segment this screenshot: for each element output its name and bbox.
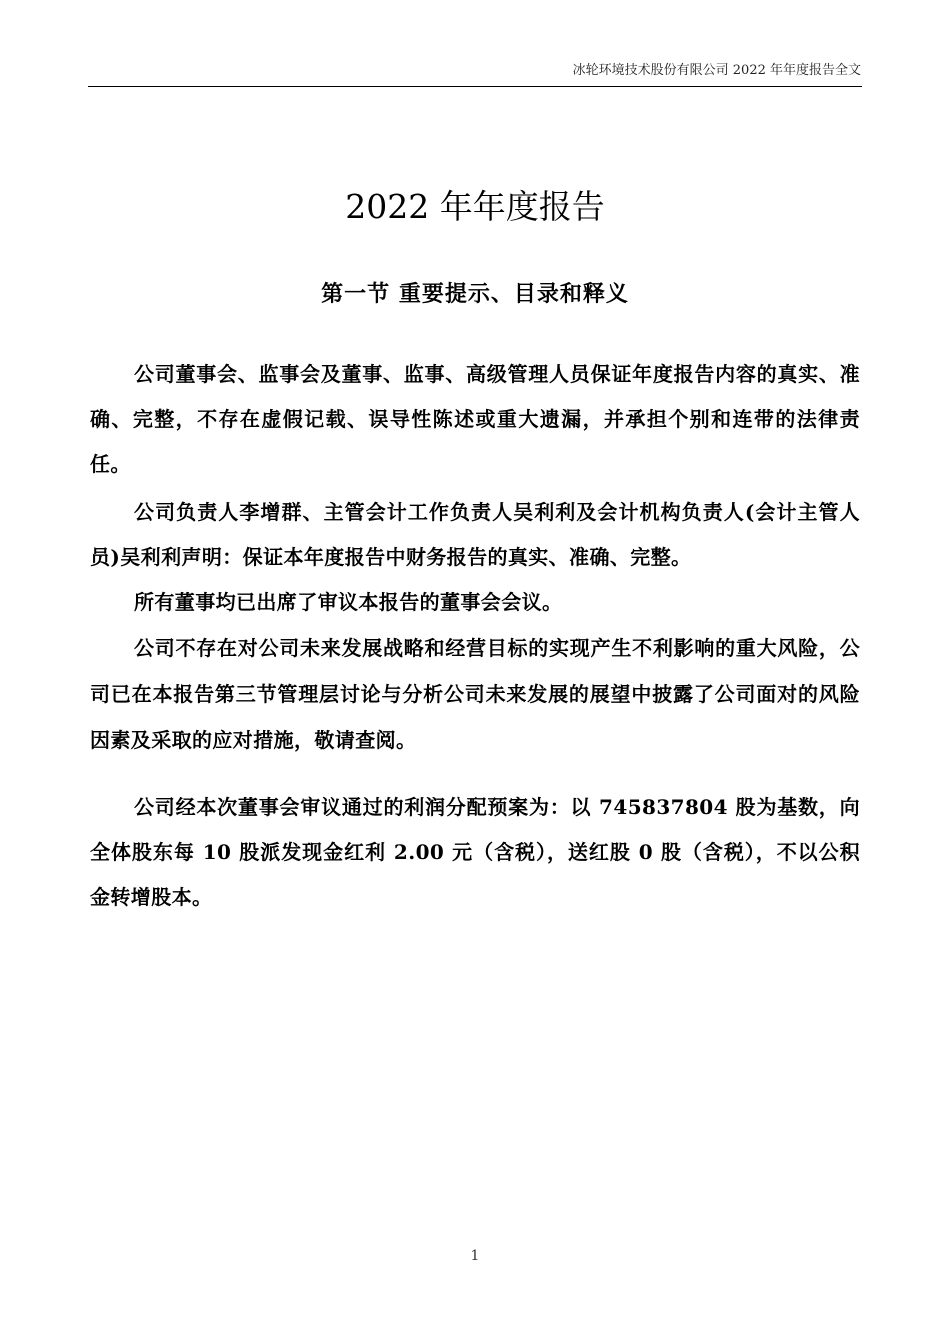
paragraph-risk-notice: 公司不存在对公司未来发展战略和经营目标的实现产生不利影响的重大风险，公司已在本报告第三节管理层讨论与分析公司未来发展的展望中披露了公司面对的风险因素及采取的应对措施，敬请查阅。 [90, 636, 860, 752]
section-title: 第一节 重要提示、目录和释义 [321, 281, 629, 307]
paragraph-financial-declaration: 公司负责人李增群、主管会计工作负责人吴利利及会计机构负责人(会计主管人员)吴利利声明：保证本年度报告中财务报告的真实、准确、完整。 [90, 500, 860, 569]
running-header: 冰轮环境技术股份有限公司 2022 年年度报告全文 [572, 63, 861, 78]
paragraph-responsibility-statement: 公司董事会、监事会及董事、监事、高级管理人员保证年度报告内容的真实、准确、完整，不存在虚假记载、误导性陈述或重大遗漏，并承担个别和连带的法律责任。 [90, 362, 860, 476]
document-title: 2022 年年度报告 [345, 187, 605, 226]
paragraph-board-attendance: 所有董事均已出席了审议本报告的董事会会议。 [134, 590, 563, 614]
header-divider [88, 86, 862, 87]
paragraph-profit-distribution: 公司经本次董事会审议通过的利润分配预案为：以 745837804 股为基数，向全体股东每 10 股派发现金红利 2.00 元（含税），送红股 0 股（含税），不以公积金转增股本。 [90, 795, 860, 909]
page-number: 1 [470, 1248, 480, 1264]
